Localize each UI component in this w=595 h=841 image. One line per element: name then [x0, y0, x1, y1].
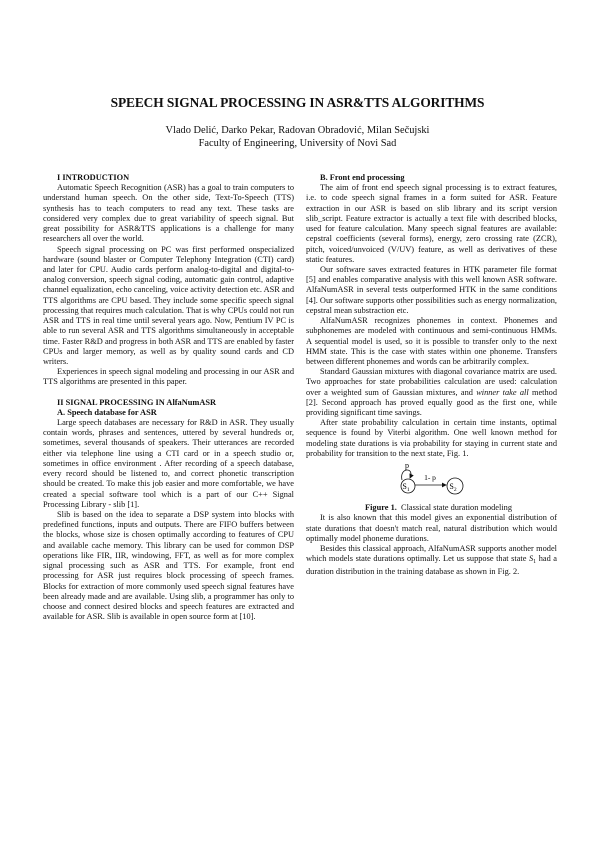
state-diagram-svg — [306, 461, 557, 495]
paragraph: Experiences in speech signal modeling and processing in our ASR and TTS algorithms are presented in this paper. — [43, 367, 294, 387]
paragraph: It is also known that this model gives an exponential distribution of state durations that doesn't match real, natural distribution which would optimally model phoneme durations. — [306, 513, 557, 543]
paragraph: Standard Gaussian mixtures with diagonal covariance matrix are used. Two approaches for state probabilities calculation are used: calculation over a weighted sum of Gaussian mixtures, and winner take all method [2]. Second approach has proved equally good as the first one, while providing significant time savings. — [306, 367, 557, 418]
paragraph: Slib is based on the idea to separate a DSP system into blocks with predefined functions, inputs and outputs. There are FIFO buffers between the blocks, whose size is chosen optimally according to features of CPU and available cache memory. This library can be used for common DSP operations like FIR, IIR, windowing, FFT, as well as for more complex signal processing such as ASR and TTS. For example, front end processing for ASR just requires block processing of speech frames. Blocks for extraction of more commonly used speech signal features have been already made and are available. Using slib, a programmer has only to choose and connect desired blocks and speech features are extracted and available for ASR. Slib is available in open source form at [10]. — [43, 510, 294, 622]
self-loop-arrow — [402, 470, 411, 480]
affiliation: Faculty of Engineering, University of Novi Sad — [198, 138, 397, 150]
state-duration-diagram — [306, 461, 557, 495]
state-s1-label: $S_1$ — [402, 482, 410, 494]
section-heading-signal-processing: II SIGNAL PROCESSING IN AlfaNumASR — [57, 397, 217, 407]
paragraph: After state probability calculation in certain time instants, optimal sequence is found by Viterbi algorithm. One well known method for modeling state durations is via probability for staying in current state and probability for transition to the next state, Fig. 1. — [306, 418, 557, 458]
figure-caption: Figure 1. Classical state duration modeling — [365, 503, 512, 513]
section-heading-introduction: I INTRODUCTION — [57, 173, 130, 182]
author-names: Vlado Delić, Darko Pekar, Radovan Obradović, Milan Sečujski — [165, 125, 430, 136]
self-loop-label: p — [405, 461, 409, 471]
paragraph: Our software saves extracted features in HTK parameter file format [5] and enables comparative analysis with this well known ASR software. AlfaNumASR in several tests outperformed HTK in the same conditions [4]. Our software supports other possibilities such as energy normalization, cepstral mean substraction etc. — [306, 264, 557, 315]
left-column — [43, 173, 294, 622]
paragraph: Speech signal processing on PC was first performed onspecialized hardware (sound blaster or Computer Telephony Integration (CTI) card) and later for CPU. Audio cards perform analog-to-digital and digital-to-analog conversion, speech signal coding, automatic gain control, adaptive channel equalization, echo canceling, voice activity detection etc. ASR and TTS algorithms are CPU based. They include some specific speech signal processing that requires much calculation. That is why CPUs could not run ASR and TTS in real time until several years ago. Now, Pentium IV PC is able to run several ASR and TTS algorithms simultaneously in acceptable time. Faster R&D and progress in both ASR and TTS are enabled by faster CPUs and larger memory, as well as by quality sound cards and CD writers. — [43, 244, 294, 366]
subsection-heading-speech-database: A. Speech database for ASR — [57, 407, 157, 417]
paper-title: SPEECH SIGNAL PROCESSING IN ASR&TTS ALGORITHMS — [110, 95, 485, 110]
paragraph: Large speech databases are necessary for R&D in ASR. They usually contain words, phrases and sentences, uttered by several hundreds or, sometimes, several thousands of speakers. Their utterances are recorded either via telephone line using a CTI card or in a speech studio or, sometimes in office environment . After recording of a speech database, every record should be listened to, and correct phonetic transcription should be created. To make this job easier and more comfortable, we have created a special software tool which is a part of our C++ Signal Processing Library - slib [1]. — [43, 418, 294, 509]
paragraph: Automatic Speech Recognition (ASR) has a goal to train computers to understand human speech. On the other side, Text-To-Speech (TTS) synthesis has to teach computers to read any text. These tasks are considered very complex due to great variability of speech signal. But great possibility for ASR&TTS applications is a challenge for many researchers all over the world. — [43, 183, 294, 244]
paragraph: The aim of front end speech signal processing is to extract features, i.e. to code speech signal frames in a form suited for ASR. Feature extraction in our ASR is based on slib library and its script version slib_script. Feature extractor is actually a text file with described blocks, used for feature calculation. Many speech signal features are available: cepstral coefficients (several forms), energy, zero crossing rate (ZCR), pitch, voiced/unvoiced (V/UV) feature, as well as derivatives of these static features. — [306, 183, 557, 264]
state-s2-label: $S_2$ — [449, 482, 457, 494]
paragraph: AlfaNumASR recognizes phonemes in context. Phonemes and subphonemes are modeled with continuous and semi-continuous HMMs. A sequential model is used, so it is possible to transfer only to the next HMM state. This is the case with states within one phoneme. Transfers between different phonemes and words can be arbitrarily complex. — [306, 316, 557, 366]
paragraph: Besides this classical approach, AlfaNumASR supports another model which models state durations optimally. Let us suppose that state $S_1$ had a duration distribution in the training database as shown in Fig. 2. — [306, 544, 557, 577]
author-block — [20, 124, 575, 151]
right-column — [306, 173, 557, 578]
subsection-heading-front-end: B. Front end processing — [320, 173, 405, 182]
transition-label: 1- p — [424, 473, 436, 483]
